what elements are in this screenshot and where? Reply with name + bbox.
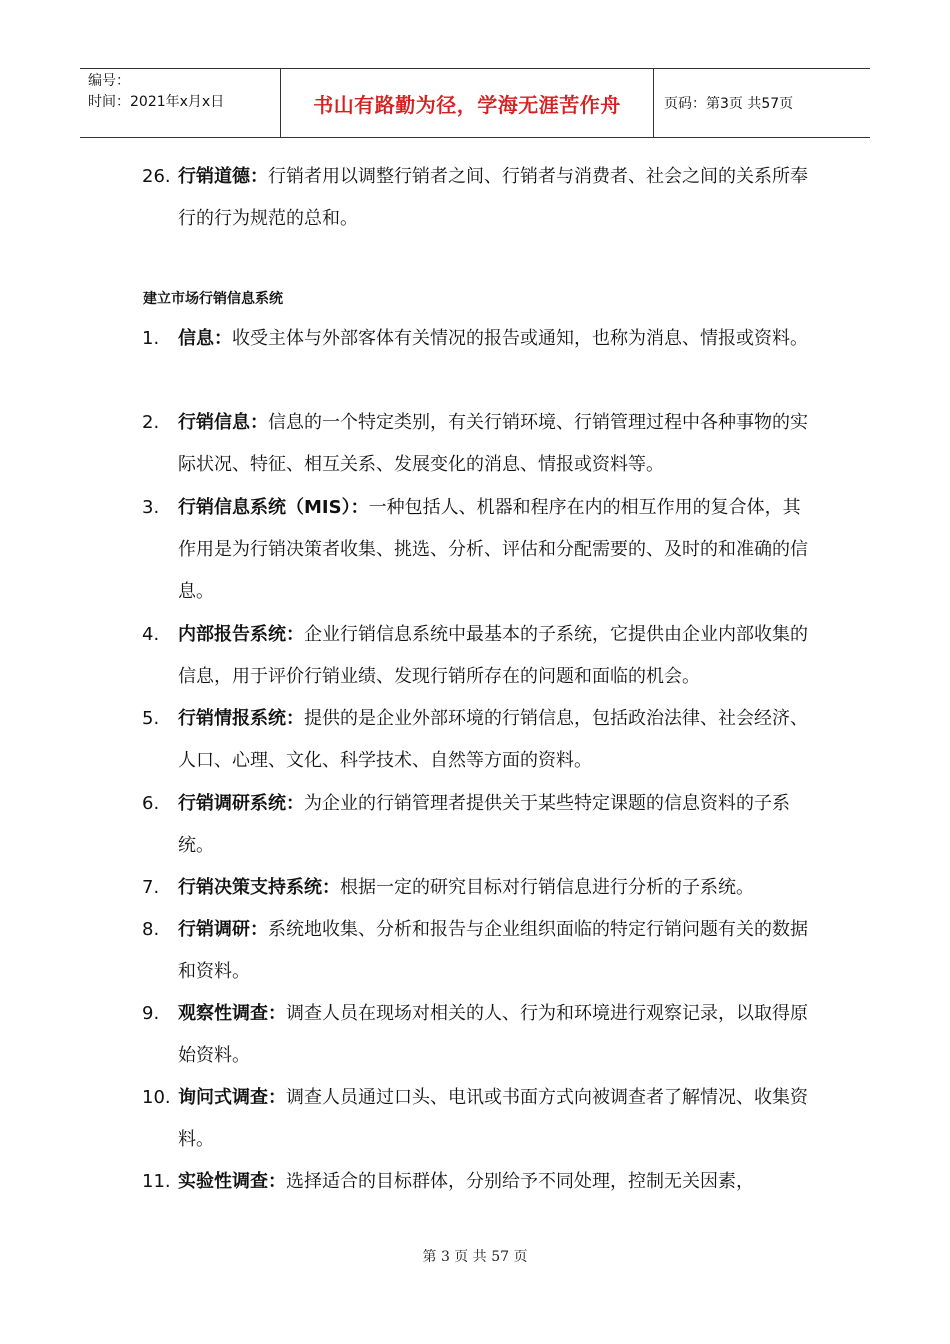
list-item (142, 783, 812, 867)
entry-definition: 行销者用以调整行销者之间、行销者与消费者、社会之间的关系所奉行的行为规范的总和。 (178, 166, 808, 229)
item-text (142, 318, 812, 360)
item-term: 行销调研系统： (178, 793, 304, 814)
item-definition: 根据一定的研究目标对行销信息进行分析的子系统。 (340, 877, 754, 898)
item-number: 7. (142, 877, 160, 898)
item-text (142, 698, 812, 782)
item-number: 11. (142, 1171, 171, 1192)
item-term: 观察性调查： (178, 1003, 286, 1024)
item-text (142, 909, 812, 993)
item-term: 行销决策支持系统： (178, 877, 340, 898)
item-term: 内部报告系统： (178, 624, 304, 645)
item-number: 9. (142, 1003, 160, 1024)
item-definition: 调查人员在现场对相关的人、行为和环境进行观察记录，以取得原始资料。 (178, 1003, 808, 1066)
list-item (142, 318, 812, 360)
item-number: 1. (142, 328, 160, 349)
item-definition: 企业行销信息系统中最基本的子系统，它提供由企业内部收集的信息，用于评价行销业绩、发现行销所存在的问题和面临的机会。 (178, 624, 808, 687)
header-motto-cell (281, 69, 654, 137)
definition-entry-26 (142, 156, 812, 240)
item-number: 4. (142, 624, 160, 645)
list-item (142, 698, 812, 782)
item-definition: 调查人员通过口头、电讯或书面方式向被调查者了解情况、收集资料。 (178, 1087, 808, 1150)
section-title: 建立市场行销信息系统 (143, 291, 283, 307)
list-item (142, 909, 812, 993)
list-item (142, 402, 812, 486)
list-item (142, 1161, 812, 1203)
item-term: 实验性调查： (178, 1171, 286, 1192)
item-number: 3. (142, 497, 160, 518)
item-term: 行销信息系统（MIS）： (178, 497, 369, 518)
item-definition: 为企业的行销管理者提供关于某些特定课题的信息资料的子系统。 (178, 793, 790, 856)
item-number: 10. (142, 1087, 171, 1108)
header-motto: 书山有路勤为径，学海无涯苦作舟 (313, 92, 621, 117)
item-term: 询问式调查： (178, 1087, 286, 1108)
entry-text (142, 156, 812, 240)
item-definition: 一种包括人、机器和程序在内的相互作用的复合体，其作用是为行销决策者收集、挑选、分析、评估和分配需要的、及时的和准确的信息。 (178, 497, 808, 602)
item-number: 2. (142, 412, 160, 433)
list-item (142, 1077, 812, 1161)
item-definition: 信息的一个特定类别，有关行销环境、行销管理过程中各种事物的实际状况、特征、相互关系、发展变化的消息、情报或资料等。 (178, 412, 808, 475)
list-item (142, 993, 812, 1077)
entry-number: 26. (142, 166, 171, 187)
list-item (142, 487, 812, 613)
page-footer: 第 3 页 共 57 页 (422, 1249, 528, 1265)
item-text (142, 1077, 812, 1161)
list-item (142, 614, 812, 698)
item-definition: 收受主体与外部客体有关情况的报告或通知，也称为消息、情报或资料。 (232, 328, 808, 349)
item-number: 8. (142, 919, 160, 940)
item-term: 行销情报系统： (178, 708, 304, 729)
item-term: 行销调研： (178, 919, 268, 940)
document-number-label: 编号： (88, 73, 130, 89)
item-term: 行销信息： (178, 412, 268, 433)
item-number: 6. (142, 793, 160, 814)
entry-term: 行销道德： (178, 166, 268, 187)
header-meta (80, 69, 281, 137)
page-header (80, 68, 870, 138)
list-item (142, 867, 812, 909)
item-text (142, 1161, 812, 1203)
item-definition: 提供的是企业外部环境的行销信息，包括政治法律、社会经济、人口、心理、文化、科学技术、自然等方面的资料。 (178, 708, 808, 771)
item-definition: 系统地收集、分析和报告与企业组织面临的特定行销问题有关的数据和资料。 (178, 919, 808, 982)
document-time-label: 时间：2021年x月x日 (88, 94, 225, 110)
item-number: 5. (142, 708, 160, 729)
item-term: 信息： (178, 328, 232, 349)
item-text (142, 402, 812, 486)
header-page-info: 页码：第3页 共57页 (664, 96, 794, 112)
item-text (142, 783, 812, 867)
item-text (142, 993, 812, 1077)
item-text (142, 614, 812, 698)
item-definition: 选择适合的目标群体，分别给予不同处理，控制无关因素， (286, 1171, 754, 1192)
item-text (142, 867, 812, 909)
item-text (142, 487, 812, 613)
